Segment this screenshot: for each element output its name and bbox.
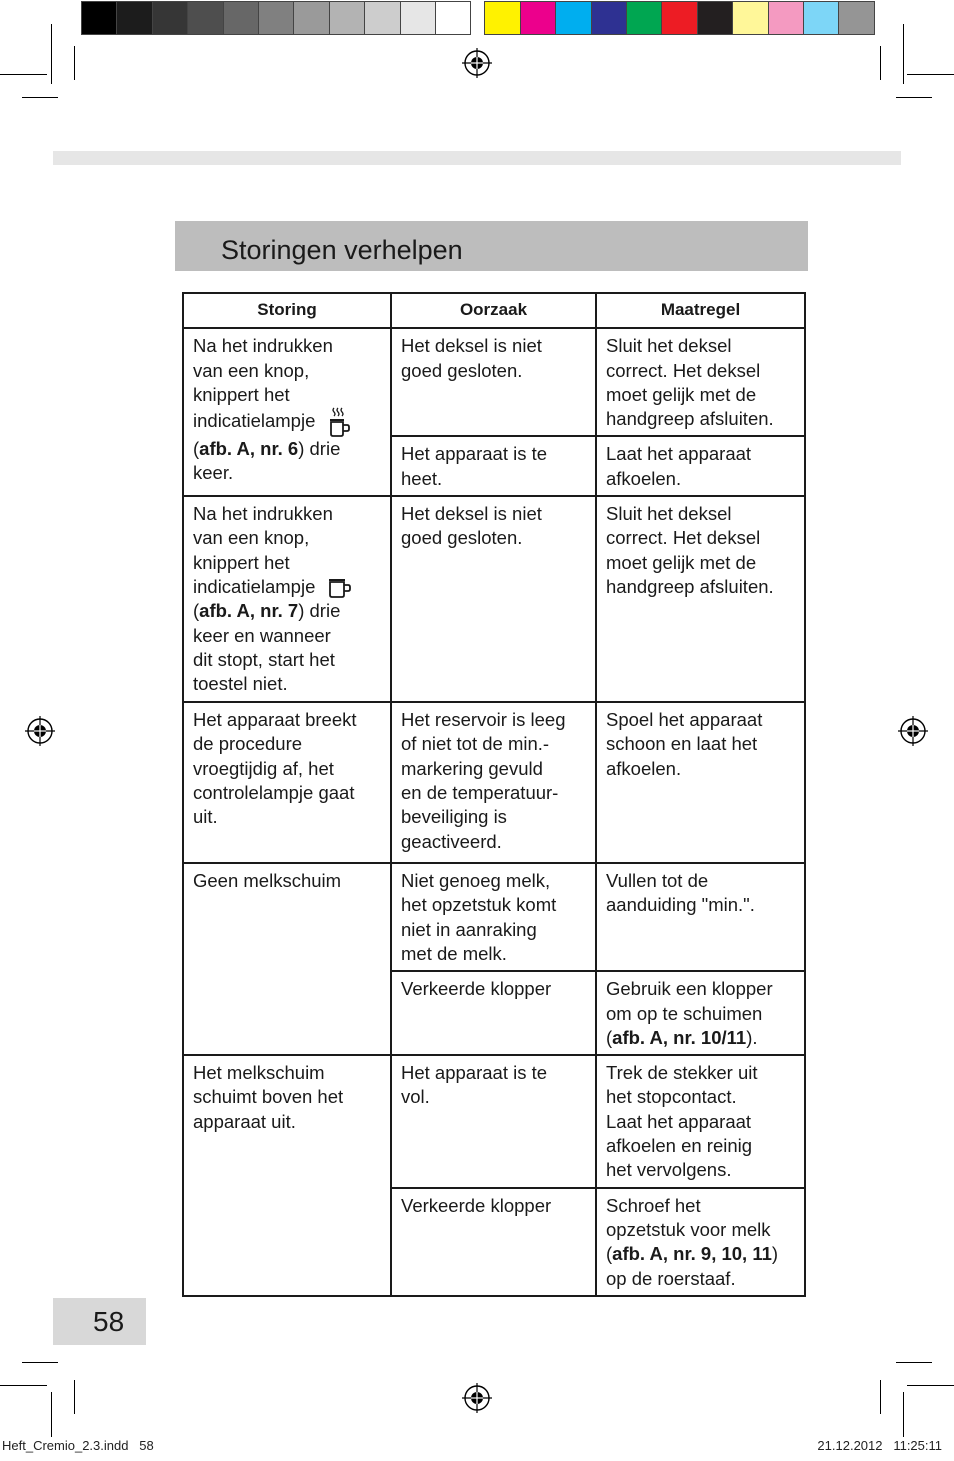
page-number-box (53, 1298, 146, 1345)
maatregel-cell: Trek de stekker uit het stopcontact. Laat het apparaat afkoelen en reinig het vervolgens. (596, 1055, 805, 1187)
crop-mark (22, 97, 58, 98)
crop-mark (880, 1380, 881, 1414)
steam-cup-icon (327, 407, 351, 437)
crop-mark (51, 24, 52, 84)
oorzaak-cell: Het apparaat is te heet. (391, 436, 596, 496)
color-swatch (329, 1, 365, 35)
oorzaak-cell: Niet genoeg melk, het opzetstuk komt niet in aanraking met de melk. (391, 863, 596, 971)
color-swatch (697, 1, 733, 35)
table-row (183, 702, 805, 863)
crop-mark (74, 46, 75, 80)
oorzaak-cell: Het deksel is niet goed gesloten. (391, 328, 596, 436)
maatregel-cell: Sluit het deksel correct. Het deksel moet gelijk met de handgreep afsluiten. (596, 496, 805, 702)
maatregel-cell: Sluit het deksel correct. Het deksel moet gelijk met de handgreep afsluiten. (596, 328, 805, 436)
footer-timestamp: 21.12.2012 11:25:11 (817, 1438, 942, 1453)
crop-mark (903, 1392, 904, 1437)
maatregel-cell: Schroef het opzetstuk voor melk (afb. A, nr. 9, 10, 11) op de roerstaaf. (596, 1188, 805, 1296)
color-swatch (838, 1, 874, 35)
table-row (183, 328, 805, 436)
storing-cell: Na het indrukken van een knop, knippert het indicatielampje (afb. A, nr. 7) drie keer en wanneer dit stopt, start het toestel niet. (183, 496, 391, 702)
maatregel-cell: Vullen tot de aanduiding "min.". (596, 863, 805, 971)
color-swatch (152, 1, 188, 35)
color-swatch (293, 1, 329, 35)
section-title-bar (175, 221, 808, 271)
crop-mark (880, 46, 881, 80)
oorzaak-cell: Verkeerde klopper (391, 1188, 596, 1296)
table-header-row (183, 293, 805, 328)
registration-mark-icon (462, 48, 492, 78)
color-swatch (661, 1, 697, 35)
registration-mark-icon (25, 716, 55, 746)
color-swatch (520, 1, 556, 35)
crop-mark (0, 1385, 47, 1386)
oorzaak-cell: Het reservoir is leeg of niet tot de min.- markering gevuld en de temperatuur- beveiliging is geactiveerd. (391, 702, 596, 863)
crop-mark (896, 97, 932, 98)
column-header-storing: Storing (183, 293, 391, 328)
page-number: 58 (93, 1306, 125, 1337)
color-swatch (484, 1, 520, 35)
storing-cell: Geen melkschuim (183, 863, 391, 1055)
oorzaak-cell: Het deksel is niet goed gesloten. (391, 496, 596, 702)
maatregel-cell: Spoel het apparaat schoon en laat het afkoelen. (596, 702, 805, 863)
cup-icon (327, 577, 353, 599)
oorzaak-cell: Het apparaat is te vol. (391, 1055, 596, 1187)
color-swatch (555, 1, 591, 35)
color-swatch (258, 1, 294, 35)
registration-mark-icon (898, 716, 928, 746)
crop-mark (896, 1362, 932, 1363)
color-swatch (803, 1, 839, 35)
registration-mark-icon (462, 1383, 492, 1413)
color-swatch (400, 1, 436, 35)
crop-mark (0, 74, 47, 75)
color-swatch (768, 1, 804, 35)
color-swatch (116, 1, 152, 35)
color-swatch (187, 1, 223, 35)
oorzaak-cell: Verkeerde klopper (391, 971, 596, 1055)
storing-cell: Het apparaat breekt de procedure vroegtijdig af, het controlelampje gaat uit. (183, 702, 391, 863)
header-band (53, 151, 901, 165)
maatregel-cell: Gebruik een klopper om op te schuimen (afb. A, nr. 10/11). (596, 971, 805, 1055)
crop-mark (907, 1385, 954, 1386)
column-header-oorzaak: Oorzaak (391, 293, 596, 328)
color-swatch (81, 1, 117, 35)
footer-filename: Heft_Cremio_2.3.indd 58 (2, 1438, 154, 1453)
table-row (183, 863, 805, 971)
maatregel-cell: Laat het apparaat afkoelen. (596, 436, 805, 496)
table-row (183, 496, 805, 702)
crop-mark (51, 1392, 52, 1437)
storing-cell: Het melkschuim schuimt boven het apparaat uit. (183, 1055, 391, 1296)
column-header-maatregel: Maatregel (596, 293, 805, 328)
color-swatch (223, 1, 259, 35)
page-title: Storingen verhelpen (221, 235, 463, 265)
troubleshooting-table (182, 292, 806, 1297)
color-swatch (626, 1, 662, 35)
color-swatch (435, 1, 471, 35)
color-swatch (591, 1, 627, 35)
crop-mark (903, 24, 904, 84)
crop-mark (74, 1380, 75, 1414)
table-row (183, 1055, 805, 1187)
storing-cell: Na het indrukken van een knop, knippert het indicatielampje (afb. A, nr. 6) drie keer. (183, 328, 391, 496)
color-swatch (364, 1, 400, 35)
color-calibration-bar (81, 0, 873, 37)
crop-mark (907, 74, 954, 75)
color-swatch (732, 1, 768, 35)
crop-mark (22, 1362, 58, 1363)
